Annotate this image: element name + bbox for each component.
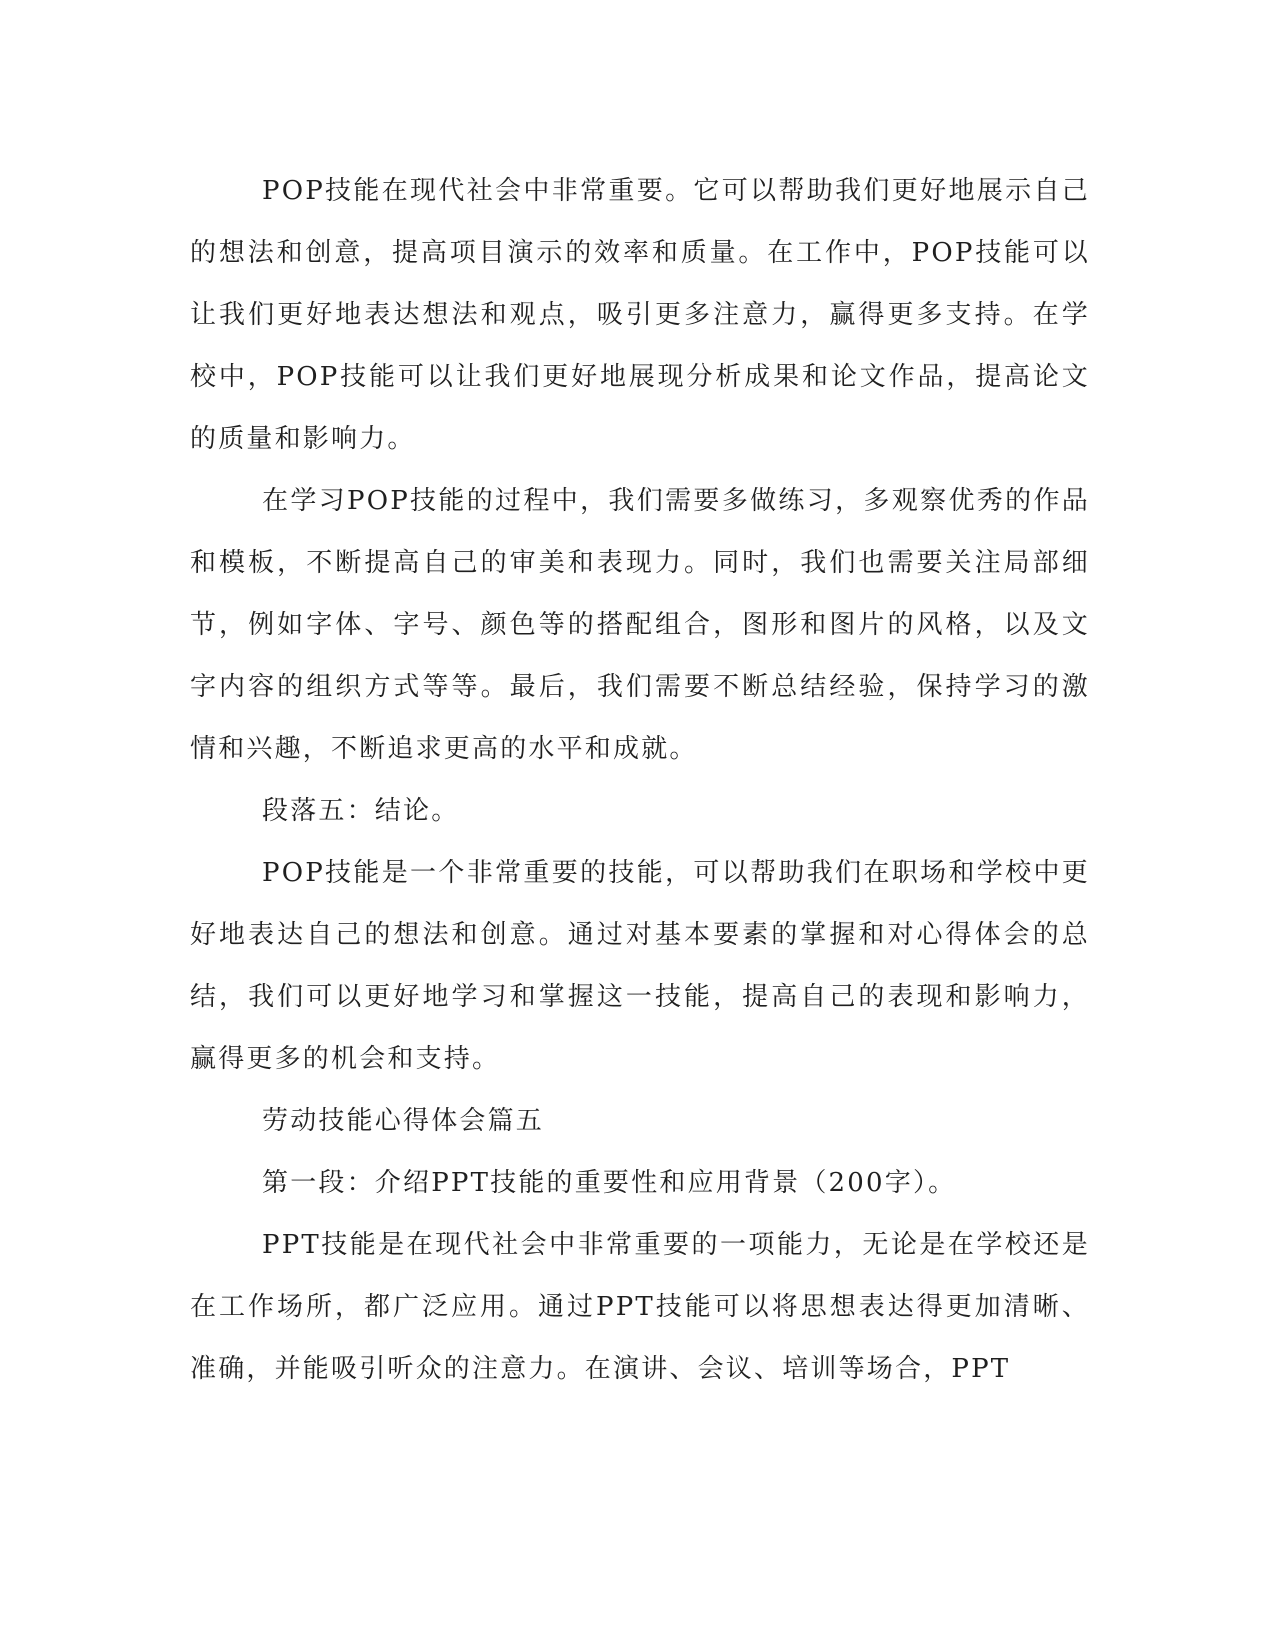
paragraph-conclusion: POP技能是一个非常重要的技能，可以帮助我们在职场和学校中更好地表达自己的想法和创意。通过对基本要素的掌握和对心得体会的总结，我们可以更好地学习和掌握这一技能，提高自己的表现和影响力，赢得更多的机会和支持。 [190,858,1090,1074]
document-body [190,160,1090,1400]
section-heading-conclusion: 段落五：结论。 [262,796,460,826]
article-title: 劳动技能心得体会篇五 [262,1106,545,1136]
paragraph-pop-learning: 在学习POP技能的过程中，我们需要多做练习，多观察优秀的作品和模板，不断提高自己的审美和表现力。同时，我们也需要关注局部细节，例如字体、字号、颜色等的搭配组合，图形和图片的风格，以及文字内容的组织方式等等。最后，我们需要不断总结经验，保持学习的激情和兴趣，不断追求更高的水平和成就。 [190,486,1090,764]
section-heading-first: 第一段：介绍PPT技能的重要性和应用背景（200字）。 [262,1168,957,1198]
paragraph-ppt-intro: PPT技能是在现代社会中非常重要的一项能力，无论是在学校还是在工作场所，都广泛应用。通过PPT技能可以将思想表达得更加清晰、准确，并能吸引听众的注意力。在演讲、会议、培训等场合，PPT [190,1230,1090,1384]
paragraph-pop-importance: POP技能在现代社会中非常重要。它可以帮助我们更好地展示自己的想法和创意，提高项目演示的效率和质量。在工作中，POP技能可以让我们更好地表达想法和观点，吸引更多注意力，赢得更多支持。在学校中，POP技能可以让我们更好地展现分析成果和论文作品，提高论文的质量和影响力。 [190,176,1090,454]
